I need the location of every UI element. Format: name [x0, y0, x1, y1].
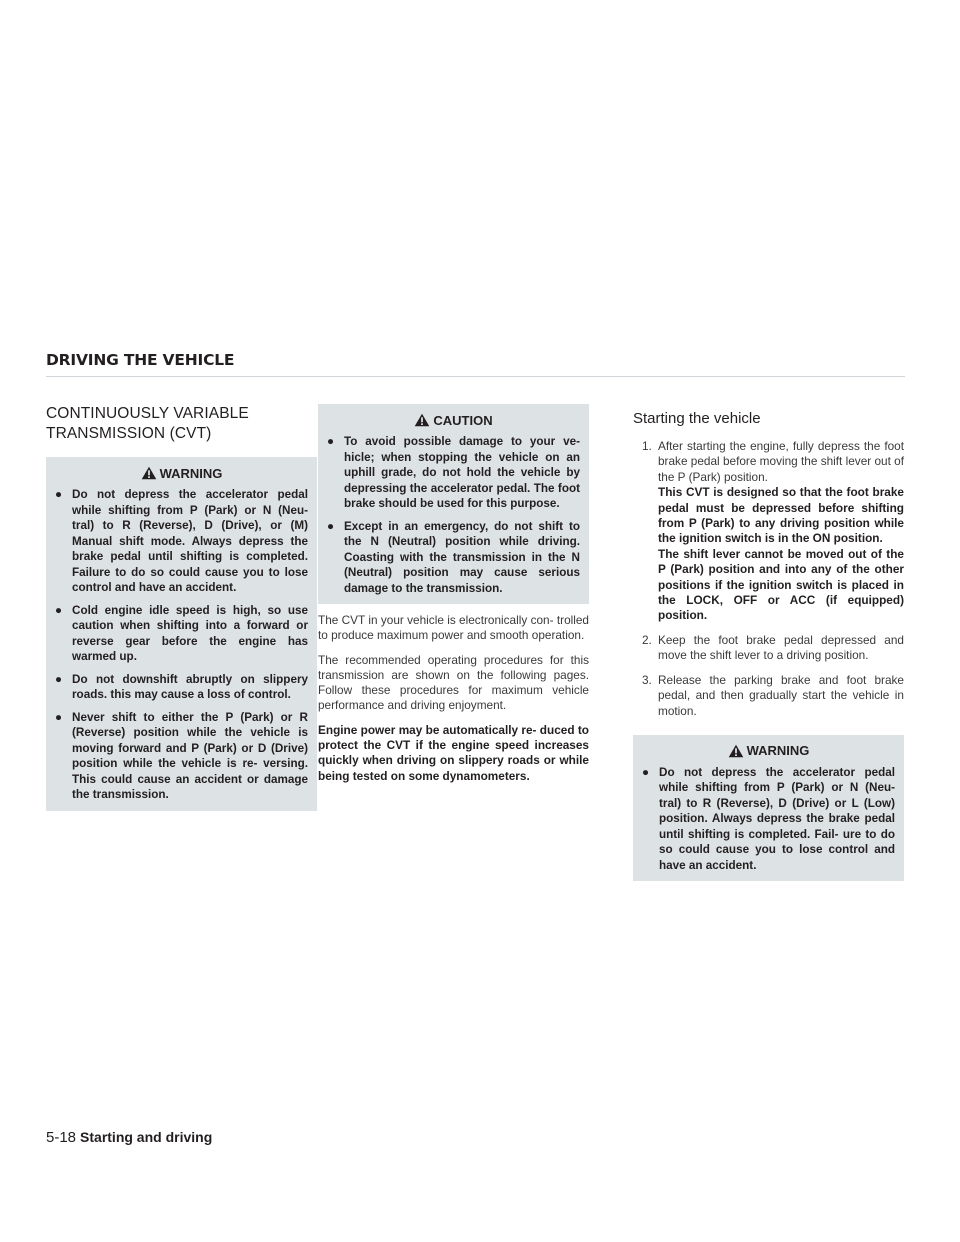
engine-power-note: Engine power may be automatically re- duced to protect the CVT if the engine speed increases quickly when driving on slippery roads or while being tested on some dynamometers.: [318, 722, 589, 783]
caution-label: CAUTION: [433, 412, 493, 428]
warning-item-text: Cold engine idle speed is high, so use caution when shifting into a forward or reverse gear before the engine has warmed up.: [72, 603, 308, 663]
step-item: [633, 673, 904, 719]
body-paragraph: The recommended operating procedures for this transmission are shown on the following pages. Follow these procedures for maximum vehicle performance and driving enjoyment.: [318, 652, 589, 713]
bullet-icon: ●: [55, 672, 63, 686]
header-rule: [46, 376, 905, 377]
warning-item-text: Do not depress the accelerator pedal while shifting from P (Park) or N (Neu- tral) to R (Reverse), D (Drive), or (M) Manual shift mode. Always depress the brake pedal until shifting is completed. Failure to do so could cause you to lose control and have an accident.: [72, 488, 308, 594]
step-number: 3.: [642, 672, 652, 687]
warning-list: [642, 765, 895, 874]
caution-item-text: Except in an emergency, do not shift to the N (Neutral) position while driving. Coasting with the transmission in the N (Neutral) position may cause serious damage to the transmission.: [344, 519, 580, 595]
warning-box-starting: [633, 735, 904, 882]
warning-box-header: [55, 464, 308, 482]
warning-label: WARNING: [746, 743, 810, 759]
caution-item: [327, 519, 580, 597]
bullet-icon: ●: [327, 435, 335, 448]
step-text: Keep the foot brake pedal depressed and move the shift lever to a driving position.: [658, 632, 904, 663]
warning-item: [55, 603, 308, 665]
step-text: Release the parking brake and foot brake pedal, and then gradually start the vehicle in motion.: [658, 672, 904, 718]
warning-box-header: [642, 742, 895, 760]
warning-item: [55, 487, 308, 596]
page-title: [46, 404, 317, 444]
page-title-line-2: TRANSMISSION (CVT): [46, 425, 212, 442]
warning-item-text: Do not downshift abruptly on slippery roads. this may cause a loss of control.: [72, 672, 308, 701]
warning-item-text: Never shift to either the P (Park) or R (Reverse) position while the vehicle is moving forward and P (Park) or D (Drive) position while the vehicle is re- versing. This could cause an accident or damage the transmission.: [72, 710, 308, 801]
step-text: After starting the engine, fully depress the foot brake pedal before moving the shift lever out of the P (Park) position.: [658, 439, 904, 484]
warning-item: [55, 710, 308, 803]
warning-list: [55, 487, 308, 803]
caution-triangle-icon: [414, 413, 430, 427]
step-bold-note: This CVT is designed so that the foot brake pedal must be depressed before shifting from P (Park) to any driving position while the ignition switch is in the ON position.: [658, 485, 904, 546]
caution-box-header: [327, 411, 580, 429]
page-number: 5-18: [46, 1129, 77, 1146]
caution-box: [318, 404, 589, 604]
warning-box-transmission: [46, 457, 317, 811]
column-1: [46, 404, 317, 811]
bullet-icon: ●: [55, 603, 63, 617]
warning-item: [55, 672, 308, 703]
caution-item: [327, 434, 580, 512]
step-number: 2.: [642, 632, 652, 647]
warning-label: WARNING: [159, 465, 223, 481]
warning-triangle-icon: [728, 744, 744, 758]
body-paragraph: The CVT in your vehicle is electronically con- trolled to produce maximum power and smooth operation.: [318, 613, 589, 643]
starting-title: Starting the vehicle: [633, 410, 761, 427]
chapter-name: Starting and driving: [80, 1129, 213, 1145]
page-title-line-1: CONTINUOUSLY VARIABLE: [46, 405, 249, 422]
page-footer: [46, 1129, 212, 1146]
bullet-icon: ●: [642, 765, 650, 779]
caution-list: [327, 434, 580, 596]
step-number: 1.: [642, 439, 652, 453]
caution-item-text: To avoid possible damage to your ve- hicle; when stopping the vehicle on an uphill grade, do not hold the vehicle by depressing the accelerator pedal. The foot brake should be used for this purpose.: [344, 435, 580, 510]
warning-item-text: Do not depress the accelerator pedal while shifting from P (Park) or N (Neu- tral) to R (Reverse), D (Drive) or L (Low) position. Always depress the brake pedal until shifting is completed. Fail- ure to do so could cause you to lose control and have an accident.: [659, 765, 895, 872]
step-item: [633, 633, 904, 664]
starting-steps: [633, 439, 904, 719]
column-3: [633, 404, 904, 881]
step-bold-note: The shift lever cannot be moved out of the P (Park) position and into any of the other positions if the ignition switch is placed in the LOCK, OFF or ACC (if equipped) position.: [658, 546, 904, 623]
step-item: [633, 439, 904, 624]
bullet-icon: ●: [55, 488, 63, 501]
warning-item: [642, 765, 895, 874]
bullet-icon: ●: [327, 519, 335, 533]
column-2: [318, 404, 589, 784]
bullet-icon: ●: [55, 710, 63, 724]
section-header: DRIVING THE VEHICLE: [46, 351, 235, 369]
warning-triangle-icon: [141, 466, 157, 480]
